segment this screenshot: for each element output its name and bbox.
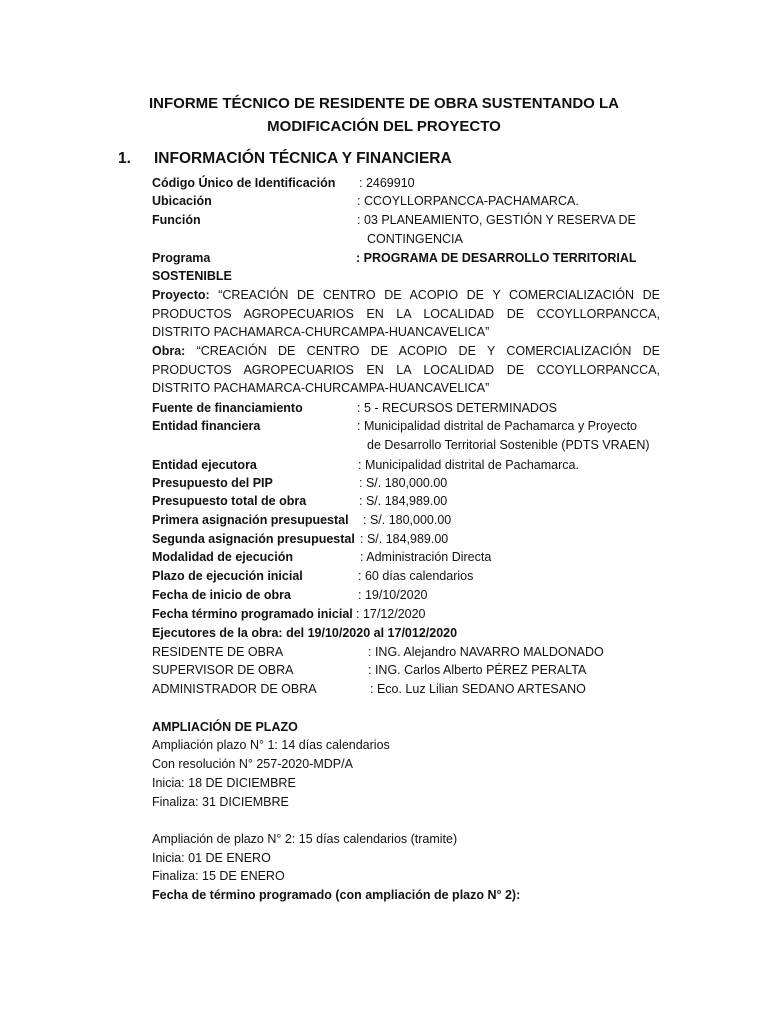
- ampliacion-2-line-2: Inicia: 01 DE ENERO: [152, 851, 271, 865]
- obra-text: “CREACIÓN DE CENTRO DE ACOPIO DE Y COMERCIALIZACIÓN DE PRODUCTOS AGROPECUARIOS EN LA LOCALIDAD DE CCOYLLORPANCCA, DISTRITO PACHAMARCA-CHURCAMPA-HUANCAVELICA”: [152, 344, 660, 395]
- ampliacion-1-line-2: Con resolución N° 257-2020-MDP/A: [152, 757, 353, 771]
- programa-label: Programa: [152, 251, 211, 265]
- residente-value: : ING. Alejandro NAVARRO MALDONADO: [368, 645, 604, 659]
- ampliacion-1-line-4: Finaliza: 31 DICIEMBRE: [152, 795, 289, 809]
- obra-label: Obra:: [152, 344, 186, 358]
- modalidad-label: Modalidad de ejecución: [152, 550, 293, 564]
- report-title-line-2: MODIFICACIÓN DEL PROYECTO: [267, 118, 501, 135]
- ampliacion-2-line-3: Finaliza: 15 DE ENERO: [152, 869, 285, 883]
- funcion-value-line-1: : 03 PLANEAMIENTO, GESTIÓN Y RESERVA DE: [357, 213, 636, 227]
- fecha-inicio-value: : 19/10/2020: [358, 588, 428, 602]
- fuente-value: : 5 - RECURSOS DETERMINADOS: [357, 401, 558, 415]
- proyecto-label: Proyecto:: [152, 288, 210, 302]
- entidad-financiera-value-line-1: : Municipalidad distrital de Pachamarca y Proyecto: [357, 419, 637, 433]
- ampliacion-heading: AMPLIACIÓN DE PLAZO: [152, 720, 298, 734]
- fecha-termino-ampliacion: Fecha de término programado (con ampliación de plazo N° 2):: [152, 888, 521, 902]
- fecha-inicio-label: Fecha de inicio de obra: [152, 588, 291, 602]
- proyecto-text: “CREACIÓN DE CENTRO DE ACOPIO DE Y COMERCIALIZACIÓN DE PRODUCTOS AGROPECUARIOS EN LA LOCALIDAD DE CCOYLLORPANCCA, DISTRITO PACHAMARCA-CHURCAMPA-HUANCAVELICA”: [152, 288, 660, 339]
- presupuesto-pip-label: Presupuesto del PIP: [152, 476, 273, 490]
- codigo-label: Código Único de Identificación: [152, 176, 336, 190]
- plazo-value: : 60 días calendarios: [358, 569, 474, 583]
- ejecutores-line: Ejecutores de la obra: del 19/10/2020 al 17/012/2020: [152, 626, 458, 640]
- primera-asignacion-label: Primera asignación presupuestal: [152, 513, 349, 527]
- programa-label-line-2: SOSTENIBLE: [152, 269, 232, 283]
- ubicacion-value: : CCOYLLORPANCCA-PACHAMARCA.: [357, 194, 579, 208]
- administrador-value: : Eco. Luz Lilian SEDANO ARTESANO: [370, 682, 586, 696]
- plazo-label: Plazo de ejecución inicial: [152, 569, 303, 583]
- programa-value: : PROGRAMA DE DESARROLLO TERRITORIAL: [356, 251, 637, 265]
- funcion-label: Función: [152, 213, 201, 227]
- entidad-financiera-value-line-2: de Desarrollo Territorial Sostenible (PDTS VRAEN): [367, 438, 650, 452]
- primera-asignacion-value: : S/. 180,000.00: [363, 513, 452, 527]
- ampliacion-1-line-1: Ampliación plazo N° 1: 14 días calendarios: [152, 738, 390, 752]
- modalidad-value: : Administración Directa: [360, 550, 492, 564]
- segunda-asignacion-label: Segunda asignación presupuestal: [152, 532, 355, 546]
- codigo-value: : 2469910: [359, 176, 415, 190]
- fuente-label: Fuente de financiamiento: [152, 401, 303, 415]
- report-title-line-1: INFORME TÉCNICO DE RESIDENTE DE OBRA SUSTENTANDO LA: [148, 95, 620, 112]
- residente-label: RESIDENTE DE OBRA: [152, 645, 284, 659]
- fecha-termino-label: Fecha término programado inicial: [152, 607, 353, 621]
- administrador-label: ADMINISTRADOR DE OBRA: [152, 682, 317, 696]
- section-number: 1.: [118, 150, 131, 167]
- report-title: [0, 92, 768, 138]
- supervisor-label: SUPERVISOR DE OBRA: [152, 663, 294, 677]
- proyecto-paragraph: [152, 286, 660, 342]
- entidad-ejecutora-label: Entidad ejecutora: [152, 458, 257, 472]
- supervisor-value: : ING. Carlos Alberto PÉREZ PERALTA: [368, 663, 587, 677]
- funcion-value-line-2: CONTINGENCIA: [367, 232, 463, 246]
- ampliacion-2-line-1: Ampliación de plazo N° 2: 15 días calendarios (tramite): [152, 832, 458, 846]
- entidad-ejecutora-value: : Municipalidad distrital de Pachamarca.: [358, 458, 579, 472]
- presupuesto-pip-value: : S/. 180,000.00: [359, 476, 448, 490]
- ubicacion-label: Ubicación: [152, 194, 212, 208]
- obra-paragraph: [152, 342, 660, 398]
- presupuesto-total-value: : S/. 184,989.00: [359, 494, 448, 508]
- fecha-termino-value: : 17/12/2020: [356, 607, 426, 621]
- section-heading-text: INFORMACIÓN TÉCNICA Y FINANCIERA: [154, 150, 452, 167]
- section-heading: [118, 150, 452, 168]
- entidad-financiera-label: Entidad financiera: [152, 419, 261, 433]
- presupuesto-total-label: Presupuesto total de obra: [152, 494, 307, 508]
- segunda-asignacion-value: : S/. 184,989.00: [360, 532, 449, 546]
- ampliacion-1-line-3: Inicia: 18 DE DICIEMBRE: [152, 776, 296, 790]
